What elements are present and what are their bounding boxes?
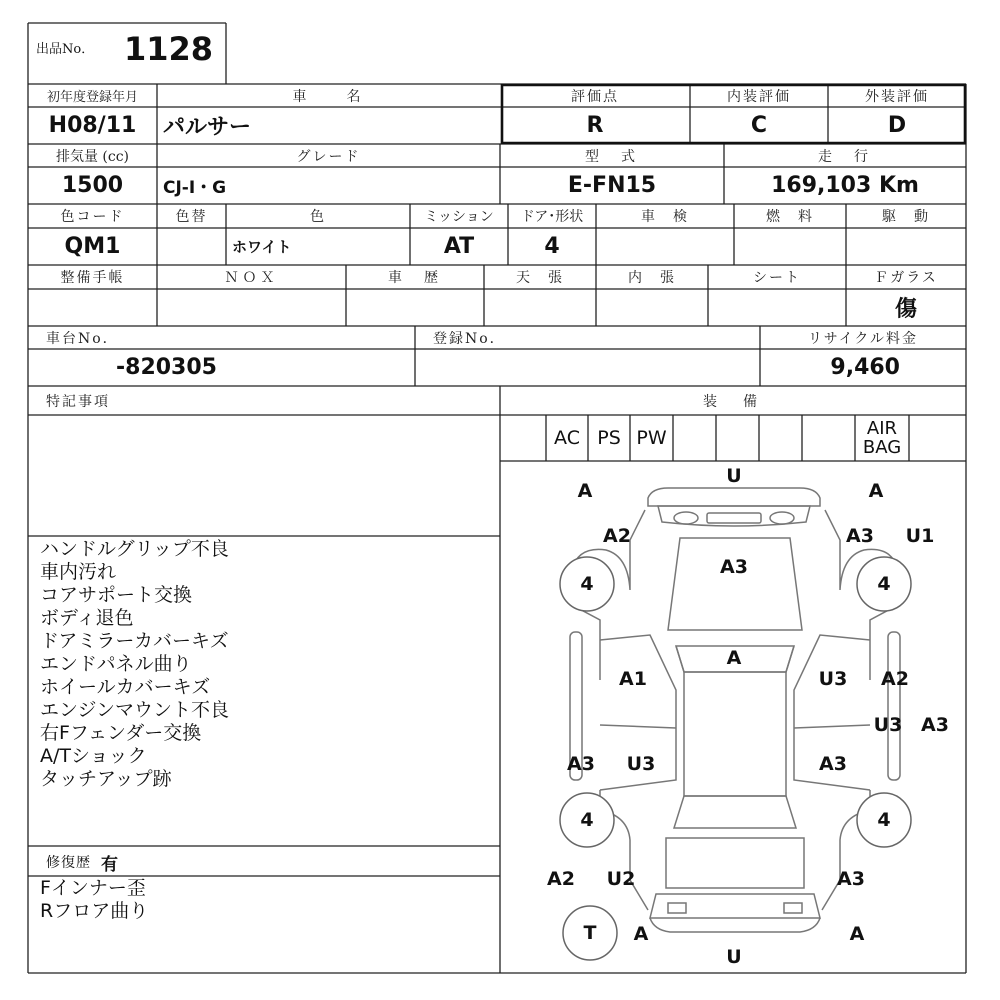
spare-tire-label: T <box>583 922 597 944</box>
front-glass-value: 傷 <box>894 296 917 322</box>
first-registration-header: 初年度登録年月 <box>46 90 138 105</box>
note-item: ホイールカバーキズ <box>40 676 211 698</box>
recycle-fee-value: 9,460 <box>830 355 900 380</box>
fuel-value <box>734 228 846 265</box>
note-item: エンジンマウント不良 <box>40 699 230 721</box>
recycle-fee-header: リサイクル料金 <box>807 330 919 347</box>
inspection-value <box>596 228 734 265</box>
repair-list <box>40 877 495 923</box>
note-item: ハンドルグリップ不良 <box>40 538 229 560</box>
chassis-value: -820305 <box>116 355 217 380</box>
note-item: A/Tショック <box>40 745 147 767</box>
mark-fr-door2-u: U3 <box>873 714 903 736</box>
interior-value: C <box>750 113 768 138</box>
mark-fl-fender: A2 <box>603 525 631 547</box>
mark-rl-quarter-a: A2 <box>547 868 575 890</box>
maintenance-book-header: 整備手帳 <box>60 270 125 286</box>
roof-lining-header: 天 張 <box>516 270 564 286</box>
exterior-header: 外装評価 <box>865 88 929 105</box>
tire-rear-right-label: 4 <box>877 809 891 831</box>
note-item: ボディ退色 <box>40 607 134 629</box>
door-value: 4 <box>544 234 560 259</box>
history-header: 車 歴 <box>388 270 442 286</box>
inner-lining-header: 内 張 <box>628 270 676 286</box>
mark-fr-fender-a: A3 <box>846 525 874 547</box>
mission-value: AT <box>443 234 475 259</box>
mileage-value: 169,103 Km <box>771 173 919 198</box>
notes-header: 特記事項 <box>46 393 110 410</box>
score-header: 評価点 <box>571 88 619 105</box>
registration-value <box>415 349 760 386</box>
repair-item: Rフロア曲り <box>40 900 149 922</box>
mark-fr-door2-a: A3 <box>921 714 949 736</box>
repaint-value <box>157 228 226 265</box>
score-value: R <box>586 113 604 138</box>
tire-front-left-label: 4 <box>580 573 594 595</box>
door-header: ドア･形状 <box>520 209 584 225</box>
lot-number: 1128 <box>124 30 214 68</box>
first-registration-value: H08/11 <box>48 113 137 138</box>
note-item: ドアミラーカバーキズ <box>40 630 229 652</box>
displacement-value: 1500 <box>61 173 124 198</box>
mark-roof: A <box>726 647 742 669</box>
grade-value: CJ-Ⅰ・G <box>163 178 227 198</box>
color-value: ホワイト <box>232 238 292 256</box>
lot-label: 出品No． <box>36 42 95 57</box>
registration-header: 登録No． <box>433 330 506 347</box>
mark-rl-door-a: A3 <box>567 753 595 775</box>
drive-value <box>846 228 966 265</box>
repair-history-value: 有 <box>101 854 118 875</box>
equipment-ac: AC <box>554 427 580 449</box>
equipment-pw: PW <box>636 427 667 449</box>
repair-item: Fインナー歪 <box>40 877 146 899</box>
mark-rear-left: A <box>633 923 649 945</box>
tire-rear-left-label: 4 <box>580 809 594 831</box>
mark-fr-door-u: U3 <box>818 668 848 690</box>
color-code-value: QM1 <box>64 234 121 259</box>
tire-front-right-label: 4 <box>877 573 891 595</box>
mark-rl-quarter-u: U2 <box>606 868 636 890</box>
exterior-value: D <box>887 113 907 138</box>
color-header: 色 <box>310 209 326 225</box>
car-name-value: パルサー <box>163 115 252 140</box>
notes-list <box>40 538 495 791</box>
mark-rear-center: U <box>726 946 742 968</box>
front-glass-header: Ｆガラス <box>874 270 938 286</box>
fuel-header: 燃 料 <box>766 209 814 225</box>
displacement-header: 排気量 (cc) <box>55 148 130 165</box>
color-code-header: 色コード <box>60 209 125 225</box>
equipment-header: 装 備 <box>703 393 763 410</box>
note-item: 車内汚れ <box>40 561 117 583</box>
mark-fr-door-a: A2 <box>881 668 909 690</box>
seat-header: シート <box>753 270 801 286</box>
car-name-header: 車 名 <box>292 88 365 105</box>
grade-header: グレード <box>296 148 361 165</box>
inspection-header: 車 検 <box>641 209 689 225</box>
repaint-header: 色替 <box>175 209 208 225</box>
mark-front-left: A <box>577 480 593 502</box>
equipment-ps: PS <box>597 427 621 449</box>
mark-windshield: A3 <box>720 556 748 578</box>
note-item: コアサポート交換 <box>40 584 193 606</box>
repair-history-title: 修復歴 <box>46 855 91 871</box>
equipment-airbag: AIR BAG <box>862 418 902 458</box>
mark-front-center: U <box>726 465 742 487</box>
mileage-header: 走 行 <box>818 148 872 165</box>
drive-header: 駆 動 <box>882 209 930 225</box>
mark-fl-door: A1 <box>619 668 647 690</box>
interior-header: 内装評価 <box>727 88 791 105</box>
mark-rear-right: A <box>849 923 865 945</box>
mark-rl-door-u: U3 <box>626 753 656 775</box>
chassis-header: 車台No． <box>46 330 119 347</box>
mark-rr-quarter: A3 <box>837 868 865 890</box>
mission-header: ミッション <box>424 209 494 225</box>
repair-history-label <box>46 851 118 873</box>
note-item: 右Fフェンダー交換 <box>40 722 202 744</box>
mark-rr-door: A3 <box>819 753 847 775</box>
model-header: 型 式 <box>585 148 639 165</box>
mark-fr-fender-u: U1 <box>905 525 935 547</box>
nox-header: ＮＯＸ <box>224 270 279 286</box>
note-item: タッチアップ跡 <box>40 768 172 790</box>
mark-front-right: A <box>868 480 884 502</box>
note-item: エンドパネル曲り <box>40 653 192 675</box>
model-value: E-FN15 <box>567 173 657 198</box>
